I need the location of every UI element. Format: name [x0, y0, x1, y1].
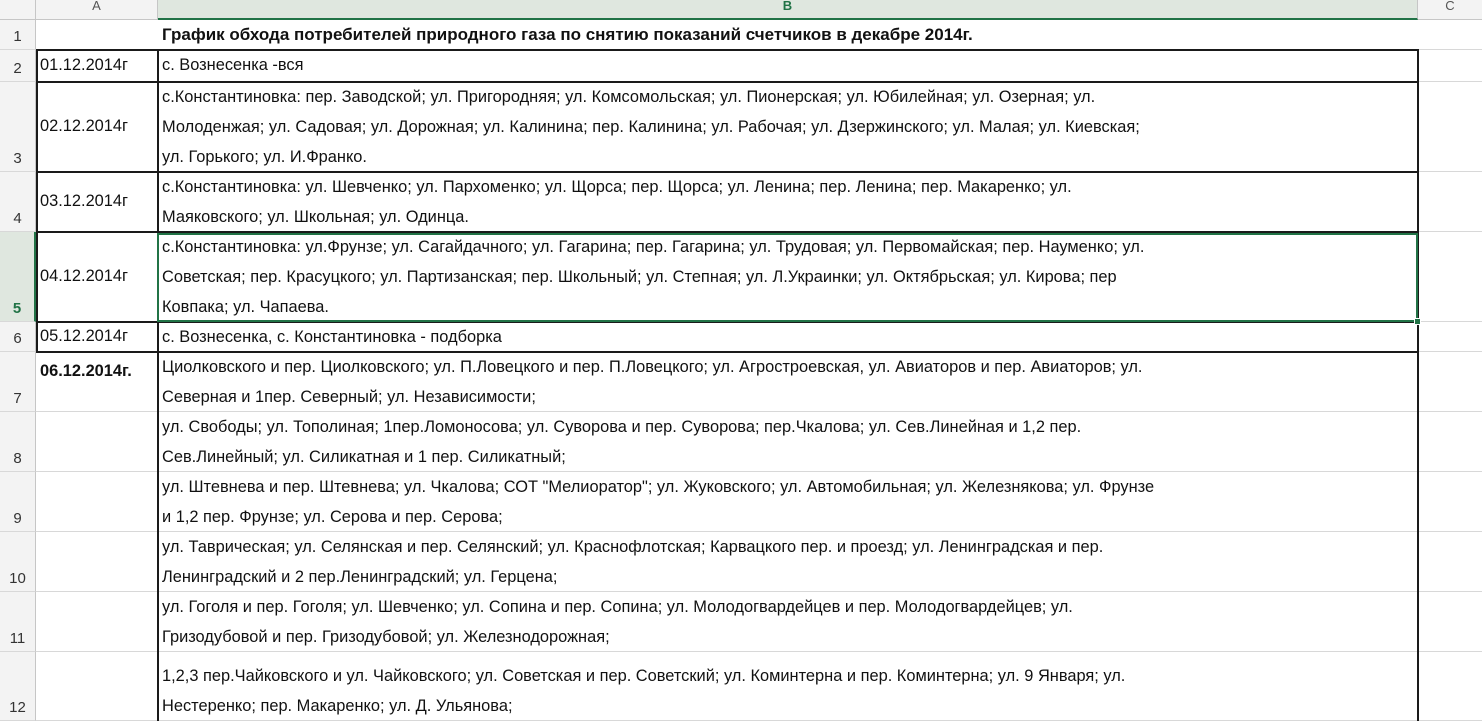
- table-border: [36, 81, 1419, 83]
- table-border: [36, 351, 1419, 353]
- cell-text-line: и 1,2 пер. Фрунзе; ул. Серова и пер. Серова;: [162, 508, 503, 526]
- cell-text-line: Маяковского; ул. Школьная; ул. Одинца.: [162, 208, 469, 226]
- row-header-12[interactable]: 12: [0, 652, 36, 721]
- cell-a7[interactable]: 06.12.2014г.: [36, 352, 158, 412]
- cell-text-line: 1,2,3 пер.Чайковского и ул. Чайковского; ул. Советская и пер. Советский; ул. Коминтерна и пер. Коминтерна; ул. 9 Января; ул.: [162, 667, 1126, 685]
- cell-text-line: с. Вознесенка -вся: [162, 56, 304, 74]
- cell-b10[interactable]: [158, 532, 1418, 592]
- cell-a1[interactable]: [36, 20, 158, 50]
- select-all-corner[interactable]: [0, 0, 36, 20]
- cell-text-line: с.Константиновка: ул.Фрунзе; ул. Сагайдачного; ул. Гагарина; пер. Гагарина; ул. Трудовая; ул. Первомайская; пер. Науменко; ул.: [162, 238, 1145, 256]
- cell-c7[interactable]: [1418, 352, 1482, 412]
- cell-a4[interactable]: 03.12.2014г: [36, 172, 158, 232]
- column-header-a[interactable]: A: [36, 0, 158, 20]
- cell-a8[interactable]: [36, 412, 158, 472]
- cell-text-line: ул. Горького; ул. И.Франко.: [162, 148, 367, 166]
- cell-c1[interactable]: [1418, 20, 1482, 50]
- cell-c5[interactable]: [1418, 232, 1482, 322]
- row-header-3[interactable]: 3: [0, 82, 36, 172]
- cell-b12[interactable]: [158, 652, 1418, 721]
- cell-b9[interactable]: [158, 472, 1418, 532]
- cell-text-line: Циолковского и пер. Циолковского; ул. П.Ловецкого и пер. П.Ловецкого; ул. Агростроевская, ул. Авиаторов и пер. Авиаторов; ул.: [162, 358, 1143, 376]
- cell-a6[interactable]: 05.12.2014г: [36, 322, 158, 352]
- cell-a10[interactable]: [36, 532, 158, 592]
- cell-b11[interactable]: [158, 592, 1418, 652]
- cell-text-line: с.Константиновка: ул. Шевченко; ул. Пархоменко; ул. Щорса; пер. Щорса; ул. Ленина; пер. Ленина; пер. Макаренко; ул.: [162, 178, 1072, 196]
- cell-c9[interactable]: [1418, 472, 1482, 532]
- cell-text-line: График обхода потребителей природного газа по снятию показаний счетчиков в декабре 2014г.: [162, 25, 973, 44]
- cell-text-line: с. Вознесенка, с. Константиновка - подборка: [162, 328, 502, 346]
- row-header-2[interactable]: 2: [0, 50, 36, 82]
- table-border: [157, 49, 159, 721]
- cell-a2[interactable]: 01.12.2014г: [36, 50, 158, 82]
- cell-b3[interactable]: [158, 82, 1418, 172]
- cell-c6[interactable]: [1418, 322, 1482, 352]
- selected-cell-b5[interactable]: [157, 233, 1418, 322]
- cell-b2[interactable]: [158, 50, 1418, 82]
- row-header-11[interactable]: 11: [0, 592, 36, 652]
- cell-c11[interactable]: [1418, 592, 1482, 652]
- cell-a3[interactable]: 02.12.2014г: [36, 82, 158, 172]
- cell-b8[interactable]: [158, 412, 1418, 472]
- column-header-b[interactable]: B: [158, 0, 1418, 20]
- cell-text-line: ул. Таврическая; ул. Селянская и пер. Селянский; ул. Краснофлотская; Карвацкого пер. и проезд; ул. Ленинградская и пер.: [162, 538, 1104, 556]
- cell-a11[interactable]: [36, 592, 158, 652]
- cell-b6[interactable]: [158, 322, 1418, 352]
- table-border: [36, 49, 38, 352]
- row-header-4[interactable]: 4: [0, 172, 36, 232]
- cell-a5[interactable]: 04.12.2014г: [36, 232, 158, 322]
- cell-c3[interactable]: [1418, 82, 1482, 172]
- cell-b7[interactable]: [158, 352, 1418, 412]
- column-header-c[interactable]: C: [1418, 0, 1482, 20]
- cell-text-line: ул. Свободы; ул. Тополиная; 1пер.Ломоносова; ул. Суворова и пер. Суворова; пер.Чкалова; ул. Сев.Линейная и 1,2 пер.: [162, 418, 1082, 436]
- cell-c2[interactable]: [1418, 50, 1482, 82]
- cell-text-line: Советская; пер. Красуцкого; ул. Партизанская; пер. Школьный; ул. Степная; ул. Л.Украинки; ул. Октябрьская; ул. Кирова; пер: [162, 268, 1117, 286]
- cell-text-line: с.Константиновка: пер. Заводской; ул. Пригородняя; ул. Комсомольская; ул. Пионерская; ул. Юбилейная; ул. Озерная; ул.: [162, 88, 1096, 106]
- cell-text-line: ул. Гоголя и пер. Гоголя; ул. Шевченко; ул. Сопина и пер. Сопина; ул. Молодогвардейцев и пер. Молодогвардейцев; ул.: [162, 598, 1073, 616]
- cell-c8[interactable]: [1418, 412, 1482, 472]
- cell-b1[interactable]: [158, 20, 1418, 50]
- row-header-7[interactable]: 7: [0, 352, 36, 412]
- cell-text-line: Сев.Линейный; ул. Силикатная и 1 пер. Силикатный;: [162, 448, 566, 466]
- cell-c10[interactable]: [1418, 532, 1482, 592]
- row-header-9[interactable]: 9: [0, 472, 36, 532]
- cell-a12[interactable]: [36, 652, 158, 721]
- cell-text-line: Северная и 1пер. Северный; ул. Независимости;: [162, 388, 536, 406]
- cell-text-line: Нестеренко; пер. Макаренко; ул. Д. Ульянова;: [162, 697, 513, 715]
- table-border: [36, 49, 1419, 51]
- row-header-1[interactable]: 1: [0, 20, 36, 50]
- cell-text-line: Ковпака; ул. Чапаева.: [162, 298, 329, 316]
- cell-text-line: Гризодубовой и пер. Гризодубовой; ул. Железнодорожная;: [162, 628, 610, 646]
- row-header-10[interactable]: 10: [0, 532, 36, 592]
- cell-a9[interactable]: [36, 472, 158, 532]
- cell-text-line: Молоденжая; ул. Садовая; ул. Дорожная; ул. Калинина; пер. Калинина; ул. Рабочая; ул. Дзержинского; ул. Малая; ул. Киевская;: [162, 118, 1140, 136]
- cell-c4[interactable]: [1418, 172, 1482, 232]
- cell-text-line: ул. Штевнева и пер. Штевнева; ул. Чкалова; СОТ "Мелиоратор"; ул. Жуковского; ул. Автомобильная; ул. Железнякова; ул. Фрунзе: [162, 478, 1155, 496]
- cell-c12[interactable]: [1418, 652, 1482, 721]
- fill-handle[interactable]: [1414, 318, 1421, 325]
- row-header-6[interactable]: 6: [0, 322, 36, 352]
- row-header-8[interactable]: 8: [0, 412, 36, 472]
- cell-b4[interactable]: [158, 172, 1418, 232]
- table-border: [36, 171, 1419, 173]
- cell-text-line: Ленинградский и 2 пер.Ленинградский; ул. Герцена;: [162, 568, 558, 586]
- table-border: [1417, 49, 1419, 721]
- row-header-5[interactable]: 5: [0, 232, 36, 322]
